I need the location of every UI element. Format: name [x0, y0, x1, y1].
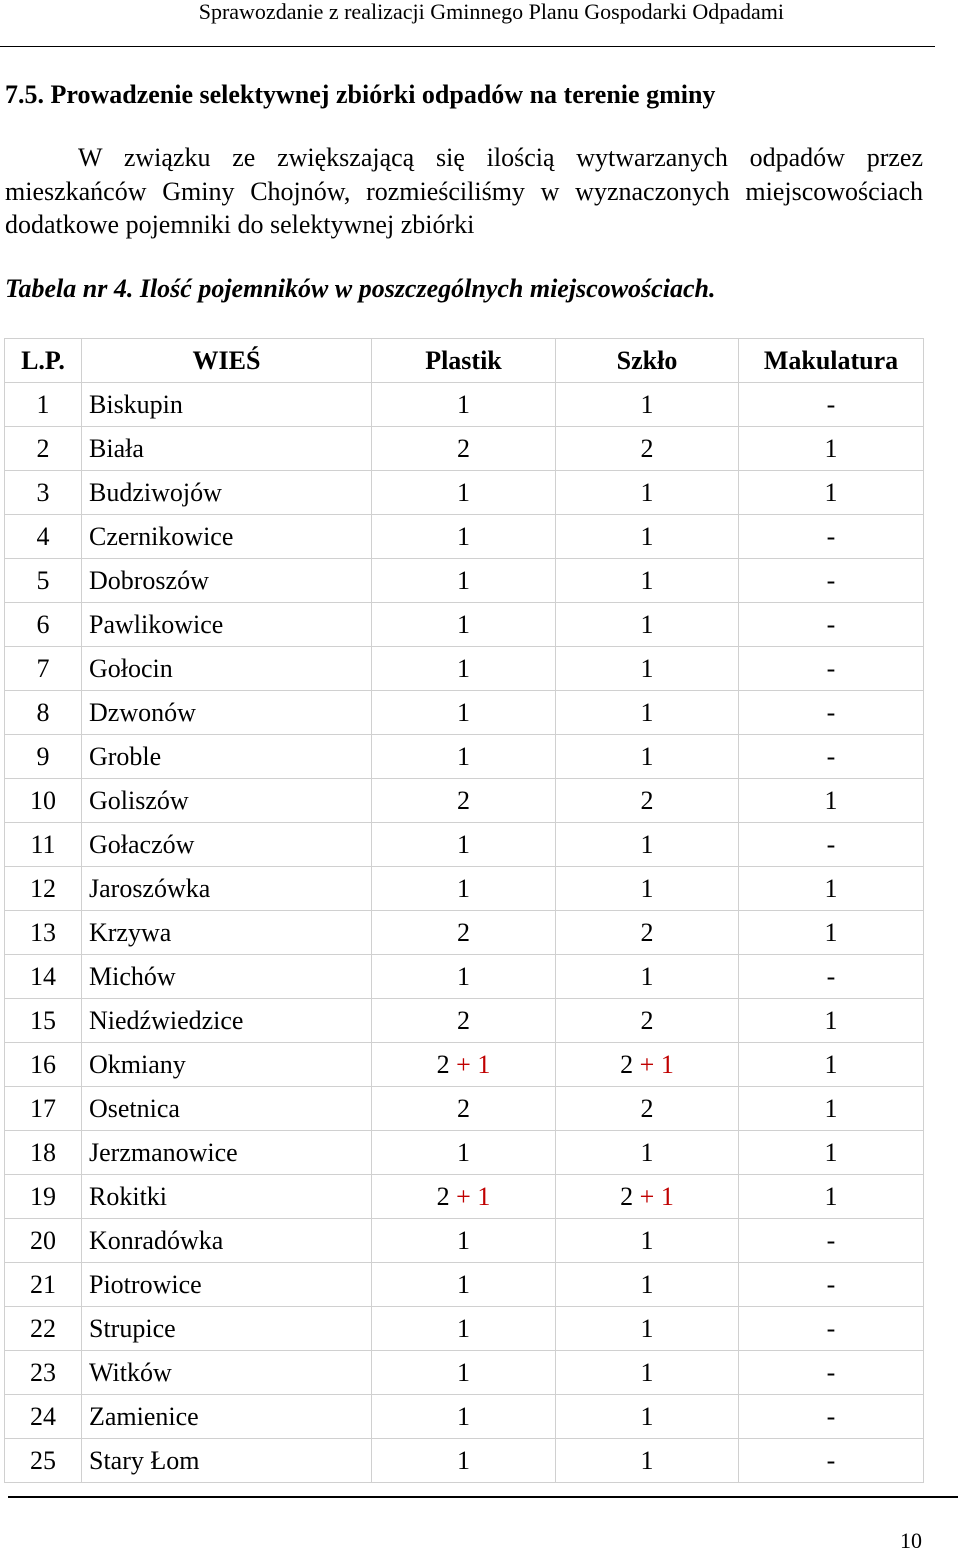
cell-plastic — [372, 955, 556, 999]
cell-glass — [556, 1175, 739, 1219]
cell-plastic-value: 1 — [457, 522, 470, 551]
cell-plastic-added: + 1 — [456, 1182, 491, 1211]
cell-plastic-value: 1 — [457, 390, 470, 419]
cell-glass-value: 2 — [640, 1094, 654, 1123]
cell-glass — [556, 1439, 739, 1483]
cell-paper — [739, 1219, 924, 1263]
cell-lp — [5, 1439, 82, 1483]
table-row — [5, 867, 924, 911]
cell-plastic — [372, 647, 556, 691]
cell-village-value: Dzwonów — [89, 698, 196, 727]
cell-lp-value: 2 — [36, 434, 50, 463]
cell-village-value: Jerzmanowice — [89, 1138, 238, 1167]
table-row — [5, 647, 924, 691]
cell-village — [82, 955, 372, 999]
cell-glass-value: 1 — [640, 1270, 654, 1299]
table-row — [5, 823, 924, 867]
cell-plastic — [372, 867, 556, 911]
cell-glass — [556, 1351, 739, 1395]
cell-village — [82, 1263, 372, 1307]
cell-plastic-value: 1 — [457, 566, 470, 595]
cell-paper-value: 1 — [824, 1006, 838, 1035]
cell-plastic-value: 1 — [457, 1358, 470, 1387]
cell-lp-value: 10 — [30, 786, 56, 815]
cell-plastic — [372, 735, 556, 779]
cell-plastic — [372, 559, 556, 603]
cell-lp-value: 15 — [30, 1006, 56, 1035]
cell-village-value: Okmiany — [89, 1050, 186, 1079]
table-row — [5, 1263, 924, 1307]
cell-glass — [556, 1395, 739, 1439]
cell-paper-value: - — [826, 1270, 836, 1299]
cell-village — [82, 999, 372, 1043]
cell-plastic — [372, 471, 556, 515]
cell-village — [82, 691, 372, 735]
cell-plastic-value: 1 — [457, 1138, 470, 1167]
cell-paper — [739, 867, 924, 911]
cell-village-value: Osetnica — [89, 1094, 180, 1123]
cell-village-value: Stary Łom — [89, 1446, 200, 1475]
table-row — [5, 999, 924, 1043]
cell-village — [82, 1395, 372, 1439]
table-row — [5, 1307, 924, 1351]
cell-village — [82, 1087, 372, 1131]
table-row — [5, 1351, 924, 1395]
cell-lp — [5, 867, 82, 911]
cell-paper-value: - — [826, 742, 836, 771]
cell-village-value: Gołocin — [89, 654, 173, 683]
cell-paper — [739, 1175, 924, 1219]
cell-village-value: Biała — [89, 434, 144, 463]
cell-paper-value: - — [826, 566, 836, 595]
cell-glass-value: 1 — [640, 1446, 654, 1475]
cell-glass-value: 1 — [640, 1314, 654, 1343]
cell-lp — [5, 735, 82, 779]
cell-village-value: Gołaczów — [89, 830, 195, 859]
cell-paper — [739, 779, 924, 823]
cell-glass — [556, 1131, 739, 1175]
cell-paper — [739, 999, 924, 1043]
cell-village — [82, 823, 372, 867]
cell-plastic — [372, 1087, 556, 1131]
cell-paper-value: 1 — [824, 1182, 838, 1211]
cell-glass — [556, 427, 739, 471]
cell-glass — [556, 1263, 739, 1307]
cell-lp — [5, 999, 82, 1043]
cell-plastic-value: 2 — [457, 918, 470, 947]
cell-village-value: Rokitki — [89, 1182, 168, 1211]
cell-lp-value: 20 — [30, 1226, 56, 1255]
cell-plastic-value: 2 — [457, 1094, 470, 1123]
cell-lp — [5, 559, 82, 603]
cell-lp-value: 24 — [30, 1402, 56, 1431]
cell-paper — [739, 647, 924, 691]
cell-lp — [5, 1043, 82, 1087]
cell-lp — [5, 1263, 82, 1307]
cell-glass-value: 1 — [640, 962, 654, 991]
cell-glass-added: + 1 — [639, 1182, 674, 1211]
cell-glass-value: 2 — [640, 786, 654, 815]
cell-plastic — [372, 1351, 556, 1395]
cell-glass — [556, 383, 739, 427]
table-row — [5, 559, 924, 603]
cell-lp-value: 16 — [30, 1050, 56, 1079]
cell-plastic-value: 1 — [457, 1314, 470, 1343]
cell-lp — [5, 691, 82, 735]
table-row — [5, 779, 924, 823]
cell-lp-value: 17 — [30, 1094, 56, 1123]
header-title: Sprawozdanie z realizacji Gminnego Planu Gospodarki Odpadami — [198, 0, 784, 24]
table-row — [5, 911, 924, 955]
cell-village — [82, 867, 372, 911]
cell-village-value: Jaroszówka — [89, 874, 211, 903]
cell-paper-value: 1 — [824, 1094, 838, 1123]
section-number: 7.5. — [5, 80, 44, 109]
cell-glass — [556, 735, 739, 779]
cell-lp — [5, 823, 82, 867]
cell-lp-value: 11 — [30, 830, 56, 859]
cell-lp-value: 4 — [36, 522, 50, 551]
cell-paper-value: - — [826, 698, 836, 727]
cell-plastic-value: 1 — [457, 654, 470, 683]
cell-paper — [739, 1131, 924, 1175]
cell-paper-value: 1 — [824, 1138, 838, 1167]
cell-glass-value: 1 — [640, 698, 654, 727]
cell-paper-value: 1 — [824, 874, 838, 903]
cell-lp-value: 23 — [30, 1358, 56, 1387]
cell-plastic — [372, 779, 556, 823]
cell-paper — [739, 691, 924, 735]
cell-plastic-value: 1 — [457, 962, 470, 991]
cell-paper-value: - — [826, 654, 836, 683]
table-row — [5, 1219, 924, 1263]
cell-paper-value: - — [826, 522, 836, 551]
cell-lp-value: 7 — [36, 654, 50, 683]
column-header-paper: Makulatura — [739, 339, 924, 383]
cell-village — [82, 647, 372, 691]
cell-glass — [556, 647, 739, 691]
cell-paper — [739, 383, 924, 427]
cell-lp-value: 21 — [30, 1270, 56, 1299]
cell-village-value: Konradówka — [89, 1226, 224, 1255]
cell-lp — [5, 779, 82, 823]
cell-glass — [556, 691, 739, 735]
cell-glass-value: 2 — [620, 1050, 634, 1079]
column-header-glass: Szkło — [556, 339, 739, 383]
cell-paper-value: - — [826, 830, 836, 859]
cell-plastic — [372, 691, 556, 735]
cell-glass — [556, 955, 739, 999]
cell-paper — [739, 559, 924, 603]
cell-glass-value: 1 — [640, 742, 654, 771]
cell-village — [82, 515, 372, 559]
cell-paper-value: 1 — [824, 434, 838, 463]
cell-paper — [739, 911, 924, 955]
table-row — [5, 955, 924, 999]
cell-plastic — [372, 603, 556, 647]
cell-village — [82, 559, 372, 603]
cell-lp — [5, 1351, 82, 1395]
cell-paper — [739, 1307, 924, 1351]
cell-plastic — [372, 823, 556, 867]
cell-plastic — [372, 1175, 556, 1219]
section-heading: Prowadzenie selektywnej zbiórki odpadów na terenie gminy — [50, 80, 716, 109]
cell-glass-value: 2 — [640, 434, 654, 463]
cell-village-value: Niedźwiedzice — [89, 1006, 244, 1035]
cell-lp — [5, 647, 82, 691]
cell-glass — [556, 911, 739, 955]
cell-village — [82, 735, 372, 779]
cell-lp-value: 18 — [30, 1138, 56, 1167]
cell-paper-value: 1 — [824, 918, 838, 947]
cell-village — [82, 383, 372, 427]
cell-lp — [5, 427, 82, 471]
page-header — [0, 0, 935, 47]
cell-lp-value: 22 — [30, 1314, 56, 1343]
intro-paragraph — [5, 141, 923, 242]
table-row — [5, 603, 924, 647]
cell-glass-value: 2 — [640, 1006, 654, 1035]
cell-glass-value: 2 — [640, 918, 654, 947]
cell-glass — [556, 603, 739, 647]
cell-village-value: Witków — [89, 1358, 172, 1387]
cell-glass — [556, 1043, 739, 1087]
cell-plastic-value: 2 — [457, 1006, 470, 1035]
cell-paper — [739, 1351, 924, 1395]
cell-plastic-value: 1 — [457, 610, 470, 639]
table-row — [5, 471, 924, 515]
cell-plastic-added: + 1 — [456, 1050, 491, 1079]
cell-village-value: Dobroszów — [89, 566, 209, 595]
cell-plastic — [372, 383, 556, 427]
cell-glass — [556, 471, 739, 515]
cell-plastic-value: 2 — [436, 1182, 450, 1211]
cell-village — [82, 1175, 372, 1219]
page-number: 10 — [900, 1528, 922, 1553]
cell-lp — [5, 1087, 82, 1131]
table-row — [5, 1175, 924, 1219]
cell-paper-value: 1 — [824, 1050, 838, 1079]
cell-paper-value: - — [826, 390, 836, 419]
cell-lp-value: 1 — [36, 390, 50, 419]
cell-plastic — [372, 911, 556, 955]
cell-village-value: Groble — [89, 742, 162, 771]
cell-plastic — [372, 1219, 556, 1263]
paragraph-text: W związku ze zwiększającą się ilością wytwarzanych odpadów przez mieszkańców Gminy Chojnów, rozmieściliśmy w wyznaczonych miejscowościach dodatkowe pojemniki do selektywnej zbiórki — [5, 143, 923, 239]
cell-plastic-value: 1 — [457, 1270, 470, 1299]
cell-plastic-value: 2 — [436, 1050, 450, 1079]
cell-glass — [556, 1219, 739, 1263]
cell-plastic-value: 1 — [457, 698, 470, 727]
cell-paper-value: 1 — [824, 786, 838, 815]
cell-plastic-value: 1 — [457, 874, 470, 903]
cell-plastic — [372, 1131, 556, 1175]
cell-village — [82, 427, 372, 471]
cell-paper — [739, 1395, 924, 1439]
cell-plastic — [372, 1043, 556, 1087]
cell-village — [82, 1043, 372, 1087]
cell-glass-value: 1 — [640, 390, 654, 419]
cell-plastic-value: 1 — [457, 1402, 470, 1431]
table-row — [5, 1395, 924, 1439]
cell-village-value: Michów — [89, 962, 176, 991]
cell-glass — [556, 999, 739, 1043]
table-row — [5, 735, 924, 779]
cell-lp-value: 25 — [30, 1446, 56, 1475]
cell-paper-value: - — [826, 1226, 836, 1255]
cell-plastic-value: 2 — [457, 434, 470, 463]
cell-paper-value: - — [826, 610, 836, 639]
cell-paper-value: - — [826, 1402, 836, 1431]
column-header-lp: L.P. — [5, 339, 82, 383]
cell-glass-value: 2 — [620, 1182, 634, 1211]
cell-plastic-value: 1 — [457, 1226, 470, 1255]
section-title — [5, 80, 715, 110]
cell-glass-value: 1 — [640, 566, 654, 595]
cell-glass — [556, 515, 739, 559]
cell-plastic-value: 1 — [457, 478, 470, 507]
table-row — [5, 427, 924, 471]
table-row — [5, 383, 924, 427]
cell-village — [82, 779, 372, 823]
cell-glass — [556, 823, 739, 867]
cell-paper-value: 1 — [824, 478, 838, 507]
cell-plastic — [372, 427, 556, 471]
cell-village — [82, 1439, 372, 1483]
table-row — [5, 1131, 924, 1175]
cell-glass — [556, 1087, 739, 1131]
table-row — [5, 1087, 924, 1131]
cell-glass-value: 1 — [640, 478, 654, 507]
cell-village-value: Zamienice — [89, 1402, 199, 1431]
cell-village-value: Biskupin — [89, 390, 183, 419]
cell-paper — [739, 1043, 924, 1087]
cell-paper — [739, 735, 924, 779]
cell-village — [82, 911, 372, 955]
cell-village — [82, 1307, 372, 1351]
cell-paper — [739, 1439, 924, 1483]
cell-lp — [5, 471, 82, 515]
cell-village-value: Strupice — [89, 1314, 176, 1343]
cell-plastic-value: 2 — [457, 786, 470, 815]
cell-lp — [5, 1307, 82, 1351]
cell-paper — [739, 515, 924, 559]
cell-plastic — [372, 1307, 556, 1351]
cell-glass-value: 1 — [640, 522, 654, 551]
table-caption: Tabela nr 4. Ilość pojemników w poszczególnych miejscowościach. — [5, 274, 716, 303]
table-row — [5, 515, 924, 559]
cell-lp-value: 19 — [30, 1182, 56, 1211]
table-body — [5, 383, 924, 1483]
cell-lp-value: 6 — [36, 610, 50, 639]
table-row — [5, 1043, 924, 1087]
footer-divider — [8, 1496, 958, 1498]
cell-lp-value: 5 — [36, 566, 50, 595]
cell-lp-value: 3 — [36, 478, 50, 507]
cell-glass-value: 1 — [640, 874, 654, 903]
column-header-village: WIEŚ — [82, 339, 372, 383]
cell-glass-value: 1 — [640, 610, 654, 639]
cell-paper-value: - — [826, 1446, 836, 1475]
cell-lp — [5, 911, 82, 955]
cell-paper — [739, 603, 924, 647]
cell-paper — [739, 1263, 924, 1307]
cell-village — [82, 471, 372, 515]
cell-village-value: Budziwojów — [89, 478, 222, 507]
cell-glass-value: 1 — [640, 830, 654, 859]
cell-paper-value: - — [826, 1314, 836, 1343]
cell-village — [82, 603, 372, 647]
column-header-plastic: Plastik — [372, 339, 556, 383]
containers-table — [4, 338, 924, 1483]
cell-glass — [556, 1307, 739, 1351]
cell-village — [82, 1219, 372, 1263]
cell-lp-value: 9 — [36, 742, 50, 771]
cell-plastic-value: 1 — [457, 830, 470, 859]
cell-lp — [5, 1131, 82, 1175]
cell-glass — [556, 867, 739, 911]
cell-village-value: Goliszów — [89, 786, 189, 815]
cell-paper — [739, 471, 924, 515]
cell-plastic-value: 1 — [457, 742, 470, 771]
cell-paper-value: - — [826, 962, 836, 991]
cell-plastic — [372, 1439, 556, 1483]
cell-lp-value: 13 — [30, 918, 56, 947]
cell-village-value: Czernikowice — [89, 522, 234, 551]
cell-lp — [5, 515, 82, 559]
cell-paper — [739, 427, 924, 471]
cell-plastic — [372, 1263, 556, 1307]
cell-lp-value: 12 — [30, 874, 56, 903]
cell-lp-value: 14 — [30, 962, 56, 991]
cell-plastic — [372, 1395, 556, 1439]
cell-glass-value: 1 — [640, 1402, 654, 1431]
cell-glass-value: 1 — [640, 1226, 654, 1255]
cell-lp — [5, 955, 82, 999]
cell-lp — [5, 1175, 82, 1219]
cell-paper — [739, 955, 924, 999]
cell-paper — [739, 823, 924, 867]
cell-lp — [5, 383, 82, 427]
table-row — [5, 691, 924, 735]
cell-glass — [556, 779, 739, 823]
cell-village-value: Piotrowice — [89, 1270, 202, 1299]
cell-paper-value: - — [826, 1358, 836, 1387]
cell-plastic — [372, 999, 556, 1043]
cell-village — [82, 1131, 372, 1175]
cell-village — [82, 1351, 372, 1395]
table-header-row — [5, 339, 924, 383]
cell-glass-value: 1 — [640, 1138, 654, 1167]
cell-glass — [556, 559, 739, 603]
cell-village-value: Krzywa — [89, 918, 172, 947]
cell-paper — [739, 1087, 924, 1131]
table-row — [5, 1439, 924, 1483]
cell-glass-value: 1 — [640, 654, 654, 683]
cell-plastic — [372, 515, 556, 559]
cell-lp — [5, 603, 82, 647]
cell-village-value: Pawlikowice — [89, 610, 224, 639]
cell-lp — [5, 1395, 82, 1439]
cell-glass-value: 1 — [640, 1358, 654, 1387]
cell-lp — [5, 1219, 82, 1263]
cell-glass-added: + 1 — [639, 1050, 674, 1079]
cell-plastic-value: 1 — [457, 1446, 470, 1475]
cell-lp-value: 8 — [36, 698, 50, 727]
